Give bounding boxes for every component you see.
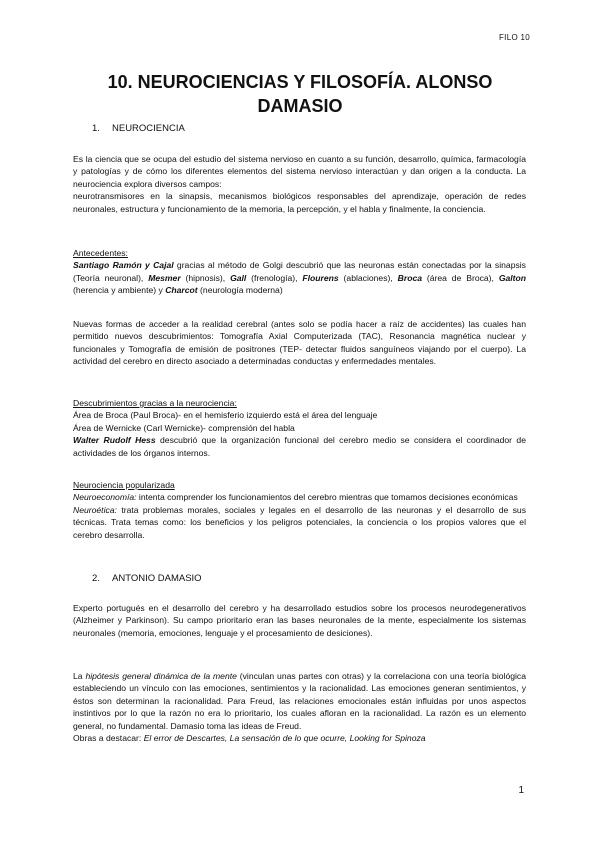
name-mesmer: Mesmer	[148, 272, 181, 283]
intro-paragraph	[73, 153, 526, 215]
damasio-text-1: Experto portugués en el desarrollo del cerebro y ha desarrollado estudios sobre los procesos neurodegenerativos (Alzheimer y Parkinson). Su campo prioritario eran las bases neuronales de la mente, especialmente los sistemas neuronales (memoria, emociones, lenguaje y el procesamiento de desiciones).	[73, 603, 526, 638]
title-line-1: 10. NEUROCIENCIAS Y FILOSOFÍA. ALONSO	[107, 72, 493, 92]
name-hess: Walter Rudolf Hess	[73, 435, 156, 446]
descubrimientos-block	[73, 397, 526, 459]
popularizada-block	[73, 479, 526, 541]
name-broca: Broca	[397, 272, 422, 283]
descubrimiento-hess: Walter Rudolf Hess descubrió que la organización funcional del cerebro medio se considera el coordinador de actividades de los órganos internos.	[73, 435, 526, 458]
descubrimiento-broca: Área de Broca (Paul Broca)- en el hemisferio izquierdo está el área del lenguaje	[73, 410, 378, 421]
section-heading-neurociencia	[92, 123, 185, 134]
nuevas-formas-text: Nuevas formas de acceder a la realidad cerebral (antes solo se podía hacer a raíz de accidentes) las cuales han permitido nuevos descubrimientos: Tomografía Axial Computerizada (TAC), Resonancia magnética nuclear y funcionales y Tomografía de emisión de positrones (TEP- detectar fluidos sanguíneos viajando por el cuerpo). La actividad del cerebro en directo asociado a determinadas conductas y enfermedades mentales.	[73, 319, 526, 367]
section-number: 1.	[92, 123, 100, 134]
damasio-text-2: La hipótesis general dinámica de la mente (vinculan unas partes con otras) y la correlaciona con una teoría biológica estableciendo un vínculo con las emociones, sentimientos y la racionalidad. Las emociones generan sentimientos, y éstos son determinan la racionalidad. Para Freud, las relaciones emocionales están influidas por unos aspectos instintivos por lo que la razón no era lo prioritario, los cuales afloran en la racionalidad. La razón es un elemento general, no fundamental. Damasio toma las ideas de Freud.	[73, 671, 526, 731]
neuroetica-text: Neuroética: trata problemas morales, sociales y legales en el desarrollo de las neuronas y el desarrollo de sus técnicas. Trata temas como: los beneficios y los peligros potenciales, la conciencia o los propios valores que el cerebro desarrolla.	[73, 504, 526, 540]
neuroeconomia-text: Neuroeconomía: intenta comprender los funcionamientos del cerebro mientras que tomamos decisiones económicas	[73, 492, 518, 503]
intro-text-1: Es la ciencia que se ocupa del estudio del sistema nervioso en cuanto a su función, desarrollo, química, farmacología y patologías y de cómo los diferentes elementos del sistema nervioso interactúan y dan origen a la conducta. La neurociencia explora diversos campos:	[73, 154, 526, 189]
intro-text-2: neurotransmisores en la sinapsis, mecanismos biológicos responsables del aprendizaje, operación de redes neuronales, estructura y funcionamiento de la memoria, la percepción, y el habla y finalmente, la conciencia.	[73, 191, 526, 214]
antecedentes-text: Santiago Ramón y Cajal gracias al método de Golgi descubrió que las neuronas están conectadas por la sinapsis (Teoría neuronal), Mesmer (hipnosis), Gall (frenología), Flourens (ablaciones), Broca (área de Broca), Galton (herencia y ambiente) y Charcot (neurología moderna)	[73, 260, 527, 296]
nuevas-formas-paragraph	[73, 318, 526, 368]
popularizada-heading: Neurociencia popularizada	[73, 480, 175, 490]
page-number: 1	[518, 785, 524, 796]
name-galton: Galton	[498, 272, 527, 283]
term-neuroeconomia: Neuroeconomía:	[73, 492, 137, 503]
title-line-2: DAMASIO	[257, 96, 343, 116]
section-number: 2.	[92, 573, 100, 584]
name-flourens: Flourens	[302, 272, 339, 283]
descubrimientos-heading: Descubrimientos gracias a la neurociencia:	[73, 398, 237, 408]
descubrimiento-wernicke: Área de Wernicke (Carl Wernicke)- comprensión del habla	[73, 422, 295, 433]
header-tag: FILO 10	[498, 33, 530, 42]
obras-label: Obras a destacar:	[73, 733, 144, 744]
section-label: NEUROCIENCIA	[112, 123, 185, 134]
page-title	[60, 70, 540, 118]
name-charcot: Charcot	[165, 285, 198, 296]
antecedentes-block	[73, 247, 526, 297]
term-neuroetica: Neuroética:	[73, 504, 117, 515]
antecedentes-heading: Antecedentes:	[73, 248, 128, 258]
obras-line	[73, 732, 526, 744]
obras-titles: El error de Descartes, La sensación de lo que ocurre, Looking for Spinoza	[143, 733, 426, 744]
name-gall: Gall	[230, 272, 247, 283]
damasio-paragraph-1	[73, 602, 526, 639]
term-hipotesis: hipótesis general dinámica de la mente	[85, 671, 237, 681]
section-heading-damasio	[92, 573, 202, 584]
damasio-paragraph-2	[73, 670, 526, 744]
name-cajal: Santiago Ramón y Cajal	[73, 260, 174, 271]
section-label: ANTONIO DAMASIO	[112, 573, 202, 584]
